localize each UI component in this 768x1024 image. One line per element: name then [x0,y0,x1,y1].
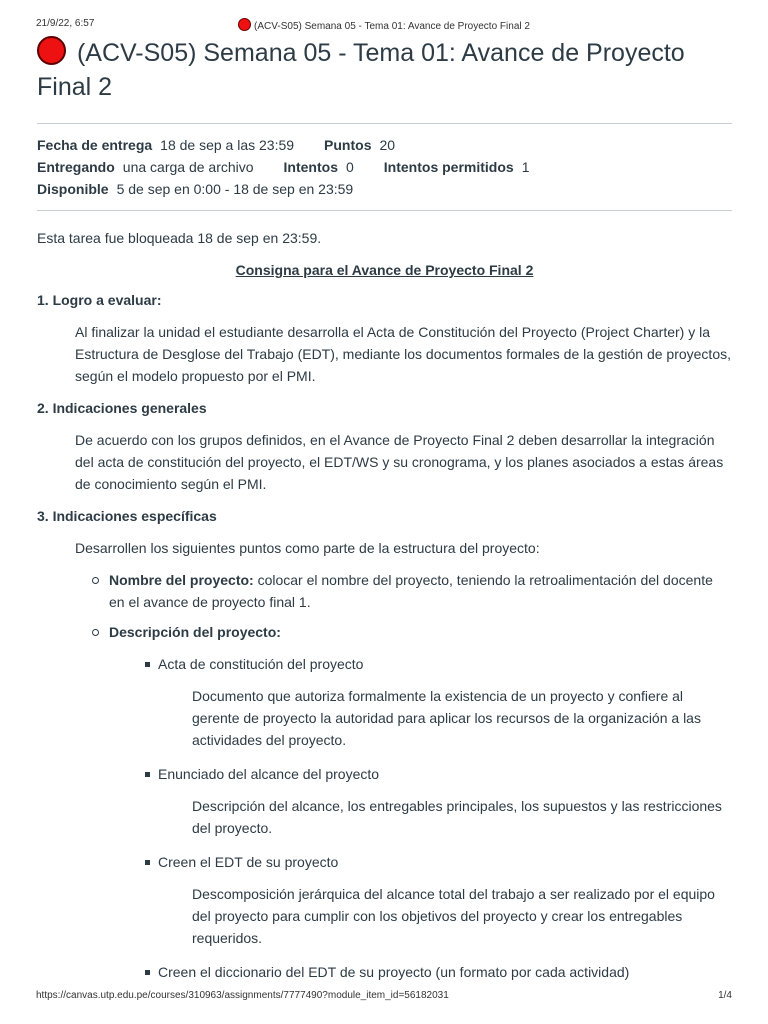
section-2-text: De acuerdo con los grupos definidos, en el Avance de Proyecto Final 2 deben desarrollar la integración del acta de constitución del proyecto, el EDT/WS y su cronograma, y los planes asociados a estas áreas de conocimiento según el PMI. [75,432,724,492]
section-2-heading: 2. Indicaciones generales [37,400,207,416]
sub-item-label: Creen el EDT de su proyecto [158,854,339,870]
description-sub-list [109,653,732,983]
due-label: Fecha de entrega [37,137,153,153]
print-footer [36,990,732,1004]
list-item [158,851,732,949]
list-item [158,961,732,983]
sub-item-label: Creen el diccionario del EDT de su proyecto (un formato por cada actividad) [158,964,630,980]
sub-item-text: Descripción del alcance, los entregables principales, los supuestos y las restricciones del proyecto. [192,798,722,836]
points-value: 20 [379,137,396,153]
print-datetime: 21/9/22, 6:57 [36,18,95,29]
allowed-attempts-value: 1 [521,159,530,175]
bullet-2-label: Descripción del proyecto: [109,624,281,640]
section-1-text: Al finalizar la unidad el estudiante desarrolla el Acta de Constitución del Proyecto (Project Charter) y la Estructura de Desglose del Trabajo (EDT), mediante los documentos formales de la gestión de proyectos, según el modelo propuesto por el PMI. [75,324,731,384]
details-row-due [37,134,732,156]
assignment-description [37,227,732,983]
available-label: Disponible [37,181,109,197]
list-item [158,653,732,751]
available-value: 5 de sep en 0:00 - 18 de sep en 23:59 [116,181,354,197]
attempts-value: 0 [346,159,354,175]
section-3-intro: Desarrollen los siguientes puntos como parte de la estructura del proyecto: [75,540,540,556]
sub-item-label: Enunciado del alcance del proyecto [158,766,380,782]
print-tab-title-wrap [36,18,732,32]
points-label: Puntos [324,137,372,153]
red-circle-icon [37,36,66,65]
bullet-1-text: colocar el nombre del proyecto, teniendo la retroalimentación del docente en el avance de proyecto final 1. [109,572,713,610]
attempts-label: Intentos [283,159,338,175]
bullet-1-label: Nombre del proyecto: [109,572,254,588]
list-item [109,621,732,983]
divider [37,210,732,211]
allowed-attempts-label: Intentos permitidos [383,159,514,175]
section-3-heading: 3. Indicaciones específicas [37,508,217,524]
details-row-submission [37,156,732,178]
print-tab-title: (ACV-S05) Semana 05 - Tema 01: Avance de Proyecto Final 2 [254,21,530,32]
submitting-label: Entregando [37,159,115,175]
locked-notice: Esta tarea fue bloqueada 18 de sep en 23:59. [37,230,322,246]
page-number: 1/4 [718,990,732,1001]
submitting-value: una carga de archivo [122,159,254,175]
list-item [109,569,732,613]
sub-item-text: Documento que autoriza formalmente la existencia de un proyecto y confiere al gerente de proyecto la autoridad para aplicar los recursos de la organización a las actividades del proyecto. [192,688,701,748]
red-circle-icon [238,18,251,31]
assignment-details [37,124,732,210]
due-value: 18 de sep a las 23:59 [160,137,295,153]
list-item [158,763,732,839]
details-row-available [37,178,732,200]
sub-item-label: Acta de constitución del proyecto [158,656,364,672]
section-1-heading: 1. Logro a evaluar: [37,292,162,308]
assignment-title-heading [37,36,732,104]
assignment-title: (ACV-S05) Semana 05 - Tema 01: Avance de Proyecto Final 2 [37,39,685,101]
assignment-content [37,36,732,995]
consigna-heading: Consigna para el Avance de Proyecto Final 2 [235,262,534,278]
print-header [36,18,732,32]
sub-item-text: Descomposición jerárquica del alcance total del trabajo a ser realizado por el equipo del proyecto para cumplir con los objetivos del proyecto y crear los entregables requeridos. [192,886,715,946]
specific-points-list [37,569,732,983]
page-url: https://canvas.utp.edu.pe/courses/310963/assignments/7777490?module_item_id=56182031 [36,990,449,1001]
